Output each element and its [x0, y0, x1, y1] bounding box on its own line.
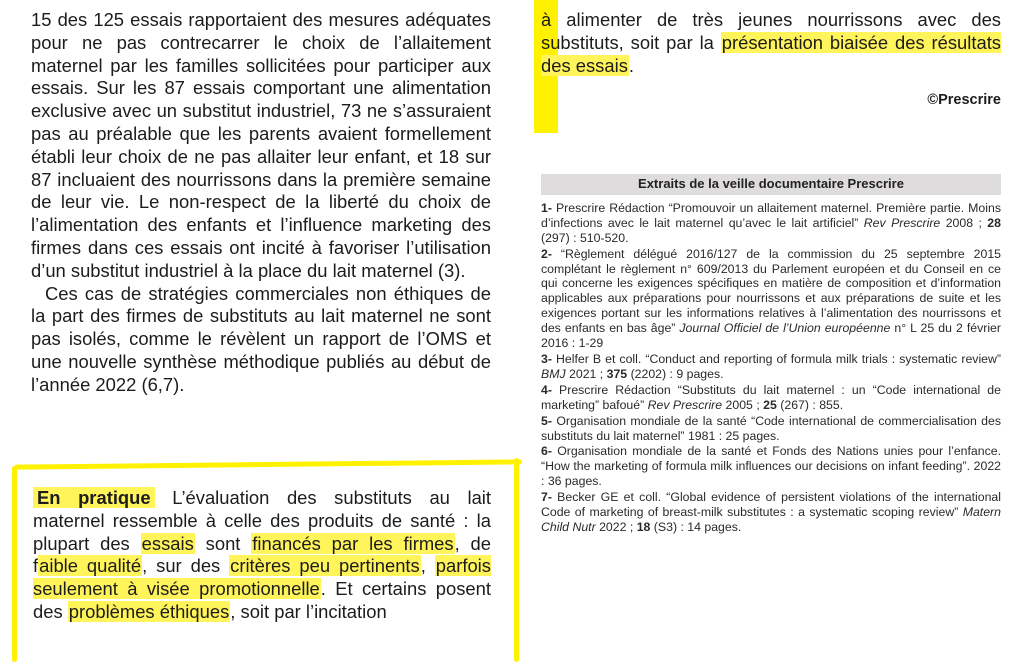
- reference-a: Prescrire Rédaction “Promouvoir un allaitement maternel. Première partie. Moins d’infections avec le lait maternel qu’avec le lait artificiel”: [541, 200, 1001, 230]
- reference-c: (267) : 855.: [776, 397, 844, 412]
- highlight-criteres: critères peu pertinents: [230, 555, 420, 577]
- reference-item: [541, 201, 1001, 246]
- reference-item: [541, 352, 1001, 382]
- reference-item: [541, 414, 1001, 444]
- reference-journal: Journal Officiel de l’Union européenne: [679, 321, 891, 336]
- reference-journal: BMJ: [541, 366, 566, 381]
- references-heading: Extraits de la veille documentaire Prescrire: [541, 174, 1001, 195]
- reference-journal: Rev Prescrire: [863, 215, 941, 230]
- reference-b: 2008 ;: [940, 215, 988, 230]
- highlight-resultats: présentation biaisée des résultats des essais: [541, 31, 1002, 76]
- right-text: à alimenter de très jeunes nourrissons avec des substituts, soit par la: [541, 9, 1001, 53]
- reference-journal: Matern Child Nutr: [541, 505, 1001, 534]
- pratique-text: , de f: [33, 532, 491, 577]
- reference-num: 1-: [541, 200, 556, 215]
- pratique-text: , sur des: [142, 555, 230, 577]
- reference-item: [541, 444, 1001, 489]
- reference-a: Helfer B et coll. “Conduct and reporting of formula milk trials : systematic review”: [556, 351, 1001, 366]
- highlight-promotionnelle: parfois seulement à visée promotionnelle: [33, 555, 491, 600]
- reference-num: 5-: [541, 413, 557, 428]
- pratique-tag: En pratique: [33, 487, 155, 508]
- reference-b: 2005 ;: [722, 397, 764, 412]
- reference-a: Organisation mondiale de la santé “Code international de commercialisation des substituts du lait maternel” 1981 : 25 pages.: [541, 413, 1001, 443]
- reference-journal: Rev Prescrire: [647, 397, 723, 412]
- paragraph-2: Ces cas de stratégies commerciales non éthiques de la part des firmes de substituts au lait maternel ne sont pas isolés, comme le révèlent un rapport de l’OMS et une nouvelle synthèse méthodique publiés au début de l’année 2022 (6,7).: [31, 282, 491, 395]
- reference-a: Prescrire Rédaction “Substituts du lait maternel : un “Code international de marketing” bafoué”: [541, 382, 1001, 412]
- reference-b: n° L 25 du 2 février 2016 : 1-29: [541, 321, 1001, 351]
- reference-vol: 18: [636, 519, 651, 534]
- references-list: [541, 201, 1001, 535]
- highlight-qualite: aible qualité: [39, 555, 142, 577]
- highlight-ethiques: problèmes éthiques: [68, 600, 230, 622]
- reference-item: [541, 247, 1001, 351]
- reference-vol: 375: [606, 366, 628, 381]
- reference-b: 2022 ;: [595, 519, 637, 534]
- reference-num: 2-: [541, 246, 561, 261]
- right-text: .: [628, 54, 635, 76]
- reference-num: 4-: [541, 382, 560, 397]
- reference-item: [541, 383, 1001, 413]
- left-column: [31, 9, 491, 397]
- paragraph-1: 15 des 125 essais rapportaient des mesures adéquates pour ne pas contrecarrer le choix de l’allaitement maternel par les familles sollicitées pour participer aux essais. Sur les 87 essais comportant une alimentation exclusive avec un substitut industriel, 73 ne s’assuraient pas au préalable que les parents avaient formellement établi leur choix de ne pas allaiter leur enfant, et 18 sur 87 incluaient des nourrissons dans la première semaine de leur vie. Le non-respect de la liberté du choix de l’alimentation des enfants et l’influence marketing des firmes dans ces essais ont incité à favoriser l’utilisation d’un substitut industriel à la place du lait maternel (3).: [31, 9, 491, 281]
- references-panel: [541, 174, 1001, 536]
- reference-a: Becker GE et coll. “Global evidence of persistent violations of the international Code of marketing of breast-milk substitutes : a systematic scoping review”: [541, 490, 1001, 520]
- highlight-essais: essais: [141, 532, 194, 554]
- reference-num: 6-: [541, 444, 558, 459]
- reference-a: “Règlement délégué 2016/127 de la commission du 25 septembre 2015 complétant le règlement n° 609/2013 du Parlement européen et du Conseil en ce qui concerne les exigences spécifiques en matière de composition et d’information applicables aux préparations pour nourrissons et aux préparations de suite et les exigences portant sur les informations relatives à l’alimentation des nourrissons et des enfants en bas âge”: [541, 246, 1001, 336]
- reference-vol: 25: [763, 397, 777, 412]
- reference-c: (2202) : 9 pages.: [627, 366, 724, 381]
- reference-item: [541, 490, 1001, 535]
- reference-vol: 28: [987, 215, 1001, 230]
- pratique-text: ,: [420, 555, 435, 577]
- reference-c: (S3) : 14 pages.: [650, 519, 742, 534]
- pratique-text: sont: [194, 532, 252, 554]
- pratique-text: L’évaluation des substituts au lait maternel ressemble à celle des produits de santé : la plupart des: [33, 487, 491, 554]
- pratique-box: [33, 487, 491, 624]
- highlight-finances: financés par les firmes: [252, 532, 454, 554]
- reference-b: 2021 ;: [565, 366, 607, 381]
- pratique-text: . Et certains posent des: [33, 578, 491, 622]
- reference-num: 7-: [541, 490, 558, 505]
- pratique-text: , soit par l’incitation: [230, 600, 387, 622]
- right-column-text: [541, 9, 1001, 77]
- copyright: ©Prescrire: [927, 92, 1001, 108]
- reference-c: (297) : 510-520.: [541, 230, 629, 245]
- reference-num: 3-: [541, 351, 556, 366]
- reference-a: Organisation mondiale de la santé et Fonds des Nations unies pour l’enfance. “How the marketing of formula milk influences our decisions on infant feeding”. 2022 : 36 pages.: [541, 444, 1001, 489]
